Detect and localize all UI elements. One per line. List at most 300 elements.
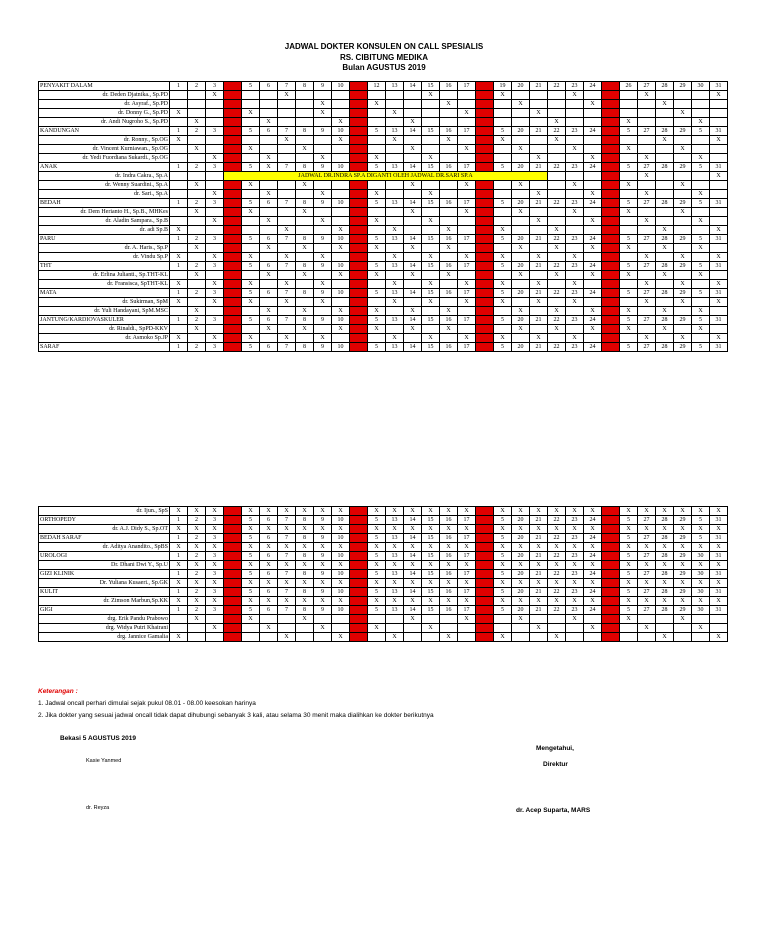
day-cell (422, 633, 440, 642)
day-cell: X (692, 543, 710, 552)
day-cell: 10 (332, 127, 350, 136)
day-cell (386, 118, 404, 127)
day-cell: X (656, 307, 674, 316)
day-cell: 20 (512, 343, 530, 352)
day-cell: 9 (314, 235, 332, 244)
day-cell (440, 298, 458, 307)
day-cell: 14 (404, 199, 422, 208)
day-cell: 24 (584, 262, 602, 271)
doctor-row (39, 244, 728, 253)
day-cell: X (332, 136, 350, 145)
day-cell (530, 181, 548, 190)
day-cell: 17 (458, 199, 476, 208)
day-cell (368, 226, 386, 235)
day-cell: 1 (170, 199, 188, 208)
day-cell: 5 (620, 534, 638, 543)
day-cell (170, 172, 188, 181)
day-cell (638, 100, 656, 109)
day-cell: X (188, 543, 206, 552)
day-cell: 5 (368, 316, 386, 325)
day-cell: X (422, 91, 440, 100)
day-cell: X (638, 154, 656, 163)
day-cell (242, 154, 260, 163)
day-cell: 15 (422, 235, 440, 244)
day-cell: X (386, 253, 404, 262)
day-cell (188, 172, 206, 181)
doctor-row (39, 145, 728, 154)
day-cell (314, 181, 332, 190)
day-cell: 11 (350, 289, 368, 298)
day-cell (404, 624, 422, 633)
day-cell: X (224, 100, 242, 109)
day-cell: 5 (368, 606, 386, 615)
day-cell: X (602, 525, 620, 534)
doctor-name: Dr. Dhani Dwi Y., Sp.U (39, 561, 170, 570)
day-cell: 4 (224, 588, 242, 597)
day-cell (260, 145, 278, 154)
day-cell: 13 (386, 262, 404, 271)
day-cell (566, 118, 584, 127)
day-cell: 22 (548, 235, 566, 244)
day-cell (512, 624, 530, 633)
day-cell: X (584, 271, 602, 280)
day-cell: 11 (350, 316, 368, 325)
day-cell: 2 (188, 289, 206, 298)
day-cell (368, 91, 386, 100)
day-cell: X (458, 253, 476, 262)
doctor-row (39, 633, 728, 642)
day-cell: X (710, 253, 728, 262)
doctor-name: dr. Vincent Kurniawan., Sp.OG (39, 145, 170, 154)
day-cell (332, 145, 350, 154)
day-cell: X (638, 334, 656, 343)
day-cell: 25 (602, 588, 620, 597)
day-cell (602, 307, 620, 316)
day-cell (692, 253, 710, 262)
day-cell (620, 100, 638, 109)
day-cell (188, 633, 206, 642)
day-cell (602, 624, 620, 633)
day-cell: X (656, 100, 674, 109)
day-cell (584, 280, 602, 289)
day-cell: 6 (260, 82, 278, 91)
day-cell: 11 (350, 235, 368, 244)
specialty-label: JANTUNG/KARDIOVASKULER (39, 316, 170, 325)
day-cell: X (206, 217, 224, 226)
day-cell: 5 (692, 534, 710, 543)
day-cell: 20 (512, 534, 530, 543)
specialty-label: KULIT (39, 588, 170, 597)
day-cell (368, 145, 386, 154)
day-cell: 27 (638, 534, 656, 543)
day-cell (332, 253, 350, 262)
day-cell (548, 91, 566, 100)
day-cell: X (296, 597, 314, 606)
day-cell: X (368, 561, 386, 570)
day-cell (278, 109, 296, 118)
day-cell: 22 (548, 606, 566, 615)
day-cell: 16 (440, 516, 458, 525)
day-cell (170, 145, 188, 154)
day-cell: X (584, 597, 602, 606)
day-cell: X (350, 181, 368, 190)
day-cell: 4 (224, 552, 242, 561)
day-cell (314, 633, 332, 642)
day-cell: X (530, 253, 548, 262)
day-cell: 19 (494, 82, 512, 91)
day-cell: X (260, 579, 278, 588)
day-cell (368, 334, 386, 343)
day-cell: X (656, 244, 674, 253)
day-cell: 22 (548, 82, 566, 91)
day-cell (368, 208, 386, 217)
day-cell: 20 (512, 316, 530, 325)
day-cell: X (494, 561, 512, 570)
day-cell: 13 (386, 289, 404, 298)
day-cell: X (476, 190, 494, 199)
day-cell (584, 136, 602, 145)
day-cell: 15 (422, 316, 440, 325)
day-cell (476, 91, 494, 100)
day-cell (620, 91, 638, 100)
day-cell: 11 (350, 343, 368, 352)
day-cell: 24 (584, 588, 602, 597)
day-cell: 7 (278, 163, 296, 172)
day-cell: 3 (206, 606, 224, 615)
day-cell (404, 100, 422, 109)
day-cell: X (476, 597, 494, 606)
day-cell (350, 136, 368, 145)
day-cell (674, 633, 692, 642)
day-cell (620, 190, 638, 199)
day-cell: X (242, 109, 260, 118)
day-cell: 20 (512, 127, 530, 136)
day-cell: 31 (710, 235, 728, 244)
day-cell (314, 271, 332, 280)
day-cell (674, 154, 692, 163)
day-cell (332, 217, 350, 226)
day-cell: 25 (602, 534, 620, 543)
day-cell: 5 (620, 127, 638, 136)
day-cell: X (602, 334, 620, 343)
day-cell (476, 109, 494, 118)
day-cell (620, 226, 638, 235)
day-cell: 17 (458, 516, 476, 525)
day-cell: X (548, 579, 566, 588)
day-cell: 5 (368, 289, 386, 298)
specialty-row (39, 316, 728, 325)
day-cell (620, 136, 638, 145)
day-cell (620, 624, 638, 633)
day-cell (476, 334, 494, 343)
day-cell: 8 (296, 199, 314, 208)
day-cell (638, 633, 656, 642)
day-cell: 16 (440, 552, 458, 561)
doctor-row (39, 561, 728, 570)
day-cell: 24 (584, 163, 602, 172)
day-cell: X (476, 244, 494, 253)
schedule-table-bottom (38, 506, 728, 642)
day-cell: X (692, 507, 710, 516)
day-cell: X (422, 597, 440, 606)
day-cell: 31 (710, 262, 728, 271)
day-cell (170, 100, 188, 109)
day-cell (602, 615, 620, 624)
day-cell: X (170, 253, 188, 262)
day-cell (242, 307, 260, 316)
day-cell (692, 615, 710, 624)
day-cell: 21 (530, 534, 548, 543)
specialty-row (39, 235, 728, 244)
day-cell (620, 298, 638, 307)
day-cell (332, 190, 350, 199)
day-cell: X (224, 226, 242, 235)
notes-title: Keterangan : (38, 688, 78, 695)
day-cell: 29 (674, 127, 692, 136)
doctor-row (39, 136, 728, 145)
day-cell: 28 (656, 199, 674, 208)
day-cell (242, 226, 260, 235)
day-cell (566, 154, 584, 163)
day-cell: 24 (584, 516, 602, 525)
day-cell (656, 253, 674, 262)
day-cell (350, 100, 368, 109)
day-cell: X (566, 543, 584, 552)
day-cell: 8 (296, 588, 314, 597)
day-cell (224, 253, 242, 262)
specialty-row (39, 534, 728, 543)
doctor-row (39, 280, 728, 289)
day-cell: X (206, 280, 224, 289)
day-cell: X (584, 325, 602, 334)
day-cell: X (170, 136, 188, 145)
day-cell: 30 (692, 82, 710, 91)
day-cell: X (314, 217, 332, 226)
doctor-name: dr. Asyraf., Sp.PD (39, 100, 170, 109)
specialty-row (39, 588, 728, 597)
day-cell: 22 (548, 552, 566, 561)
doctor-name: dr. Donny G., Sp.PD (39, 109, 170, 118)
specialty-row (39, 163, 728, 172)
day-cell: X (638, 579, 656, 588)
day-cell (296, 118, 314, 127)
day-cell: X (476, 271, 494, 280)
day-cell: X (674, 181, 692, 190)
day-cell: X (602, 633, 620, 642)
day-cell: 23 (566, 588, 584, 597)
day-cell: 6 (260, 262, 278, 271)
day-cell: 5 (494, 316, 512, 325)
day-cell: 17 (458, 316, 476, 325)
day-cell: X (638, 91, 656, 100)
day-cell: X (674, 561, 692, 570)
day-cell: 31 (710, 552, 728, 561)
day-cell: X (584, 561, 602, 570)
day-cell: 11 (350, 262, 368, 271)
day-cell (674, 217, 692, 226)
day-cell: X (548, 118, 566, 127)
day-cell (638, 307, 656, 316)
day-cell: 1 (170, 82, 188, 91)
day-cell: 15 (422, 552, 440, 561)
day-cell: 29 (674, 316, 692, 325)
day-cell: 22 (548, 163, 566, 172)
day-cell (422, 615, 440, 624)
day-cell (530, 244, 548, 253)
day-cell: X (260, 561, 278, 570)
day-cell: X (656, 561, 674, 570)
day-cell: 5 (692, 316, 710, 325)
day-cell (440, 615, 458, 624)
day-cell (350, 226, 368, 235)
day-cell: X (422, 507, 440, 516)
day-cell: X (350, 525, 368, 534)
day-cell: X (638, 253, 656, 262)
day-cell: X (296, 615, 314, 624)
day-cell: 25 (602, 199, 620, 208)
day-cell: 8 (296, 343, 314, 352)
day-cell: X (710, 525, 728, 534)
day-cell: 3 (206, 552, 224, 561)
day-cell (224, 145, 242, 154)
day-cell: X (188, 244, 206, 253)
day-cell (458, 325, 476, 334)
day-cell: 31 (710, 516, 728, 525)
day-cell (530, 208, 548, 217)
day-cell: 13 (386, 570, 404, 579)
day-cell: X (188, 561, 206, 570)
day-cell (548, 190, 566, 199)
day-cell: X (224, 136, 242, 145)
day-cell: 20 (512, 82, 530, 91)
day-cell: 5 (692, 163, 710, 172)
day-cell: X (530, 154, 548, 163)
day-cell: 9 (314, 588, 332, 597)
day-cell (440, 280, 458, 289)
day-cell: 21 (530, 588, 548, 597)
day-cell: 5 (242, 588, 260, 597)
note-line-2: 2. Jika dokter yang sesuai jadwal oncall tidak dapat dihubungi sebanyak 3 kali, atau selama 30 menit maka dialihkan ke dokter berikutnya (38, 712, 434, 719)
day-cell: X (566, 597, 584, 606)
day-cell: X (332, 118, 350, 127)
day-cell (692, 208, 710, 217)
day-cell (494, 181, 512, 190)
day-cell (674, 100, 692, 109)
day-cell (170, 208, 188, 217)
day-cell: X (458, 181, 476, 190)
day-cell: 14 (404, 606, 422, 615)
day-cell: X (224, 325, 242, 334)
day-cell: 27 (638, 316, 656, 325)
day-cell: X (386, 334, 404, 343)
day-cell (422, 100, 440, 109)
day-cell: 18 (476, 235, 494, 244)
day-cell (656, 109, 674, 118)
day-cell: 15 (422, 163, 440, 172)
day-cell: 10 (332, 606, 350, 615)
day-cell (368, 298, 386, 307)
day-cell: 2 (188, 516, 206, 525)
day-cell: X (458, 280, 476, 289)
day-cell (296, 226, 314, 235)
day-cell (260, 615, 278, 624)
day-cell (530, 633, 548, 642)
day-cell (656, 172, 674, 181)
day-cell: X (296, 307, 314, 316)
day-cell (368, 633, 386, 642)
day-cell: 10 (332, 82, 350, 91)
day-cell (422, 118, 440, 127)
day-cell: 5 (620, 552, 638, 561)
day-cell: X (260, 525, 278, 534)
day-cell: X (692, 190, 710, 199)
day-cell (224, 334, 242, 343)
day-cell (458, 118, 476, 127)
day-cell: 5 (620, 588, 638, 597)
day-cell (404, 190, 422, 199)
day-cell: X (566, 334, 584, 343)
day-cell (530, 226, 548, 235)
day-cell: X (638, 280, 656, 289)
day-cell: 16 (440, 588, 458, 597)
doctor-name: dr. Zimson Marbun,Sp.KK (39, 597, 170, 606)
day-cell (584, 298, 602, 307)
day-cell: 24 (584, 289, 602, 298)
day-cell: X (242, 579, 260, 588)
day-cell (404, 154, 422, 163)
day-cell: X (314, 100, 332, 109)
day-cell: 6 (260, 289, 278, 298)
doctor-row (39, 91, 728, 100)
day-cell: X (512, 325, 530, 334)
day-cell: X (602, 561, 620, 570)
day-cell (206, 100, 224, 109)
day-cell: X (242, 280, 260, 289)
day-cell: 1 (170, 127, 188, 136)
day-cell: 25 (602, 606, 620, 615)
day-cell: 10 (332, 316, 350, 325)
day-cell: X (314, 507, 332, 516)
day-cell: X (188, 615, 206, 624)
day-cell: 28 (656, 262, 674, 271)
day-cell (260, 334, 278, 343)
day-cell: 21 (530, 552, 548, 561)
day-cell: X (314, 280, 332, 289)
day-cell (350, 633, 368, 642)
day-cell (602, 145, 620, 154)
day-cell: X (260, 118, 278, 127)
day-cell: 15 (422, 534, 440, 543)
day-cell (332, 91, 350, 100)
day-cell (368, 118, 386, 127)
day-cell (602, 217, 620, 226)
day-cell: 22 (548, 289, 566, 298)
day-cell: X (494, 543, 512, 552)
day-cell (584, 109, 602, 118)
day-cell: 9 (314, 127, 332, 136)
day-cell: X (188, 597, 206, 606)
day-cell (458, 307, 476, 316)
day-cell: 28 (656, 552, 674, 561)
day-cell: 14 (404, 163, 422, 172)
place-date: Bekasi 5 AGUSTUS 2019 (60, 735, 136, 742)
day-cell: 17 (458, 552, 476, 561)
day-cell: 5 (494, 606, 512, 615)
day-cell: 1 (170, 289, 188, 298)
day-cell (710, 217, 728, 226)
day-cell (422, 226, 440, 235)
day-cell (674, 118, 692, 127)
